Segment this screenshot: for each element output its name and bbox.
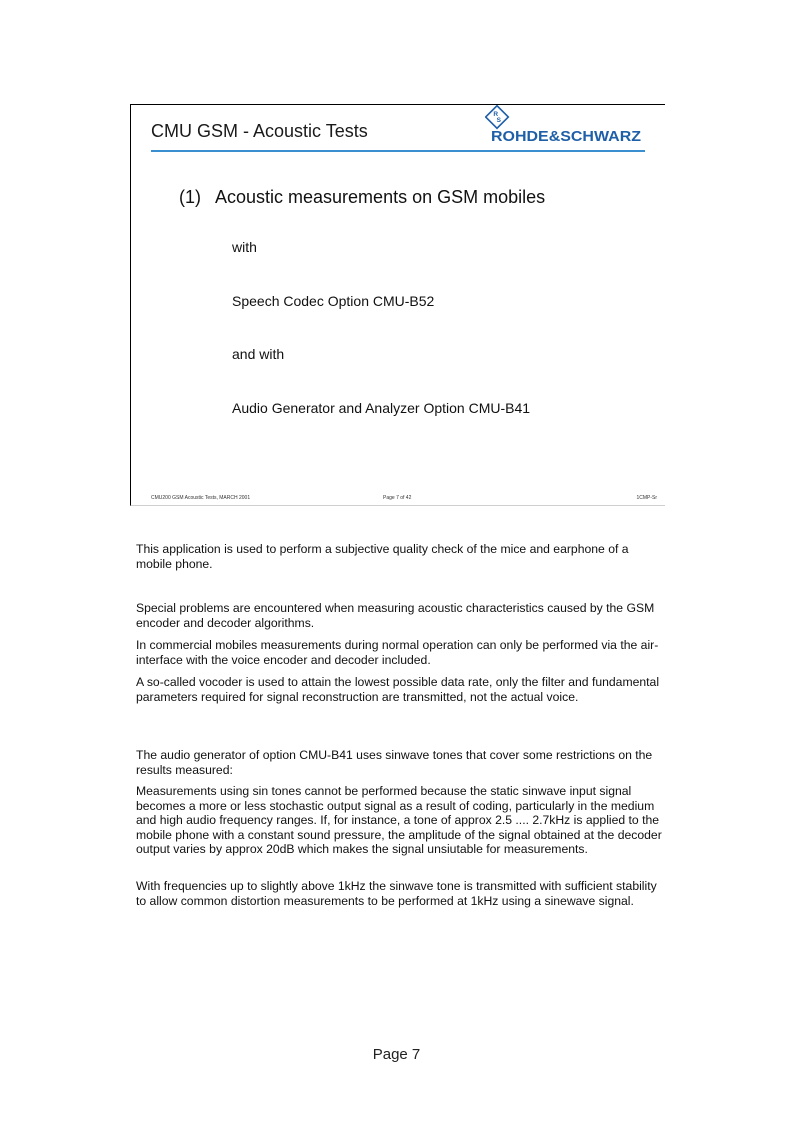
slide-line-with: with [232,239,257,255]
svg-text:R: R [493,111,499,119]
slide-line-speech-codec: Speech Codec Option CMU-B52 [232,293,435,309]
slide-heading [179,187,545,208]
brand-logo [485,105,645,145]
paragraph-special-problems: Special problems are encountered when measuring acoustic characteristics caused by the GSM encoder and decoder algorithms. [136,601,655,630]
heading-text: Acoustic measurements on GSM mobiles [215,187,546,207]
brand-wordmark: ROHDE&SCHWARZ [491,129,642,145]
heading-number: (1) [179,187,201,207]
paragraph-audio-generator: The audio generator of option CMU-B41 uses sinwave tones that cover some restrictions on the results measured: [136,748,653,777]
paragraph-vocoder: A so-called vocoder is used to attain the lowest possible data rate, only the filter and fundamental parameters required for signal reconstruction are transmitted, not the actual voice. [136,675,660,704]
slide-footer-left: CMU200 GSM Acoustic Tests, MARCH 2001 [151,495,251,501]
slide-frame [130,104,665,506]
slide-line-and-with: and with [232,346,285,362]
svg-text:S: S [496,117,501,125]
slide-footer-right: 1CMP-Sr [636,495,657,501]
paragraph-1khz: With frequencies up to slightly above 1kHz the sinwave tone is transmitted with sufficient stability to allow common distortion measurements to be performed at 1kHz using a sinewave signal. [136,879,657,908]
header-divider [151,150,645,152]
paragraph-sin-tones: Measurements using sin tones cannot be performed because the static sinwave input signal becomes a more or less stochastic output signal as a result of coding, particularly in the medium and high audio frequency ranges. If, for instance, a tone of approx 2.5 .... 2.7kHz is applied to the mobile phone with a constant sound pressure, the amplitude of the signal obtained at the decoder output varies by approx 20dB which makes the signal unsiutable for measurements. [136,784,662,857]
slide-title: CMU GSM - Acoustic Tests [151,121,368,141]
paragraph-intro: This application is used to perform a subjective quality check of the mice and earphone of a mobile phone. [136,542,629,571]
slide-footer-center: Page 7 of 42 [383,495,412,501]
paragraph-commercial-mobiles: In commercial mobiles measurements during normal operation can only be performed via the air-interface with the voice encoder and decoder included. [136,638,659,667]
page-number: Page 7 [372,1046,421,1063]
rs-diamond-icon [486,106,509,129]
slide-line-audio-generator: Audio Generator and Analyzer Option CMU-B41 [232,400,531,416]
